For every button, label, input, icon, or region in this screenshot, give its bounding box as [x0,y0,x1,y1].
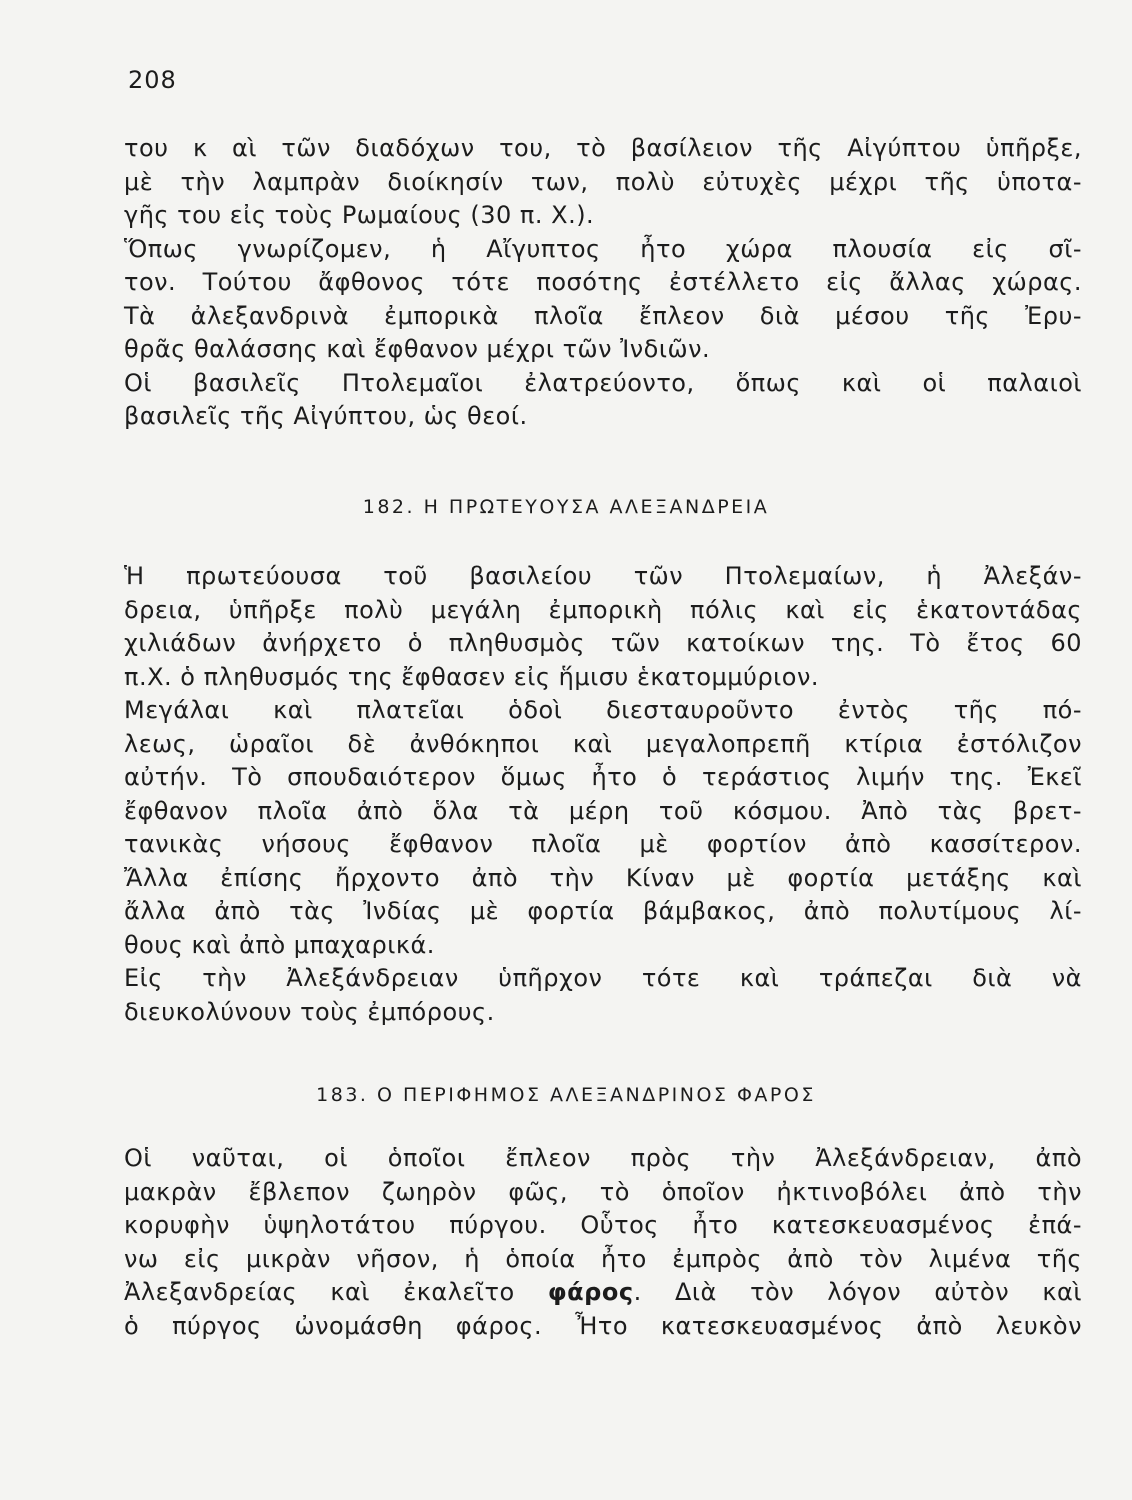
text-line: νω εἰς μικρὰν νῆσον, ἡ ὁποία ἦτο ἐμπρὸς ἀπὸ τὸν λιμένα τῆς [124,1244,1082,1273]
text-line: αὐτήν. Τὸ σπουδαιότερον ὅμως ἦτο ὁ τεράστιος λιμήν της. Ἐκεῖ [124,763,1082,791]
section-heading-182: 182. Η ΠΡΩΤΕΥΟΥΣΑ ΑΛΕΞΑΝΔΡΕΙΑ [362,496,770,518]
text-line: του κ αὶ τῶν διαδόχων του, τὸ βασίλειον τῆς Αἰγύπτου ὑπῆρξε, [124,134,1082,162]
text-line: ἔφθανον πλοῖα ἀπὸ ὅλα τὰ μέρη τοῦ κόσμου. Ἀπὸ τὰς βρετ- [124,796,1082,825]
text-line-with-bold [124,1276,1082,1310]
bold-term-faros: φάρος [547,1278,634,1306]
page-number: 208 [128,66,177,94]
text-fragment: Ἀλεξανδρείας καὶ ἐκαλεῖτο [124,1278,515,1306]
text-line: τον. Τούτου ἄφθονος τότε ποσότης ἐστέλλετο εἰς ἄλλας χώρας. [124,268,1082,296]
text-line: μὲ τὴν λαμπρὰν διοίκησίν των, πολὺ εὐτυχὲς μέχρι τῆς ὑποτα- [124,167,1082,196]
text-line: χιλιάδων ἀνήρχετο ὁ πληθυσμὸς τῶν κατοίκων της. Τὸ ἔτος 60 [124,629,1082,657]
intro-paragraphs [124,132,1082,434]
text-line: Τὰ ἀλεξανδρινὰ ἐμπορικὰ πλοῖα ἔπλεον διὰ μέσου τῆς Ἐρυ- [124,301,1082,330]
text-line: βασιλεῖς τῆς Αἰγύπτου, ὡς θεοί. [124,402,528,430]
text-fragment: . Διὰ τὸν λόγον αὐτὸν καὶ [633,1278,1082,1306]
text-line: λεως, ὡραῖοι δὲ ἀνθόκηποι καὶ μεγαλοπρεπῆ κτίρια ἐστόλιζον [124,729,1082,758]
text-line: διευκολύνουν τοὺς ἐμπόρους. [124,997,495,1026]
text-line: δρεια, ὑπῆρξε πολὺ μεγάλη ἐμπορικὴ πόλις καὶ εἰς ἑκατοντάδας [124,595,1082,624]
text-line: θρᾶς θαλάσσης καὶ ἔφθανον μέχρι τῶν Ἰνδιῶν. [124,335,711,363]
section-heading-183: 183. Ο ΠΕΡΙΦΗΜΟΣ ΑΛΕΞΑΝΔΡΙΝΟΣ ΦΑΡΟΣ [316,1084,816,1106]
text-line: μακρὰν ἔβλεπον ζωηρὸν φῶς, τὸ ὁποῖον ἠκτινοβόλει ἀπὸ τὴν [124,1177,1082,1206]
text-line: ὁ πύργος ὠνομάσθη φάρος. Ἦτο κατεσκευασμένος ἀπὸ λευκὸν [124,1311,1082,1340]
text-line: κορυφὴν ὑψηλοτάτου πύργου. Οὗτος ἦτο κατεσκευασμένος ἐπά- [124,1211,1082,1239]
text-line: Εἰς τὴν Ἀλεξάνδρειαν ὑπῆρχον τότε καὶ τράπεζαι διὰ νὰ [124,964,1082,992]
section-183-paragraphs [124,1142,1082,1343]
text-line: π.Χ. ὁ πληθυσμός της ἔφθασεν εἰς ἥμισυ ἑκατομμύριον. [124,662,820,691]
text-line: Μεγάλαι καὶ πλατεῖαι ὁδοὶ διεσταυροῦντο ἐντὸς τῆς πό- [124,696,1082,724]
text-line: ἄλλα ἀπὸ τὰς Ἰνδίας μὲ φορτία βάμβακος, ἀπὸ πολυτίμους λί- [124,897,1082,925]
text-line: Ὅπως γνωρίζομεν, ἡ Αἴγυπτος ἦτο χώρα πλουσία εἰς σῖ- [124,234,1082,263]
text-line: Οἱ βασιλεῖς Πτολεμαῖοι ἐλατρεύοντο, ὅπως καὶ οἱ παλαιοὶ [124,368,1082,397]
text-line: Ἡ πρωτεύουσα τοῦ βασιλείου τῶν Πτολεμαίων, ἡ Ἀλεξάν- [124,562,1082,590]
text-line: θους καὶ ἀπὸ μπαχαρικά. [124,930,435,959]
section-182-paragraphs [124,560,1082,1029]
text-line: Οἱ ναῦται, οἱ ὁποῖοι ἔπλεον πρὸς τὴν Ἀλεξάνδρειαν, ἀπὸ [124,1144,1082,1172]
text-line: Ἄλλα ἐπίσης ἤρχοντο ἀπὸ τὴν Κίναν μὲ φορτία μετάξης καὶ [124,863,1082,892]
text-line: γῆς του εἰς τοὺς Ρωμαίους (30 π. Χ.). [124,201,595,229]
text-line: τανικὰς νήσους ἔφθανον πλοῖα μὲ φορτίον ἀπὸ κασσίτερον. [124,830,1082,858]
